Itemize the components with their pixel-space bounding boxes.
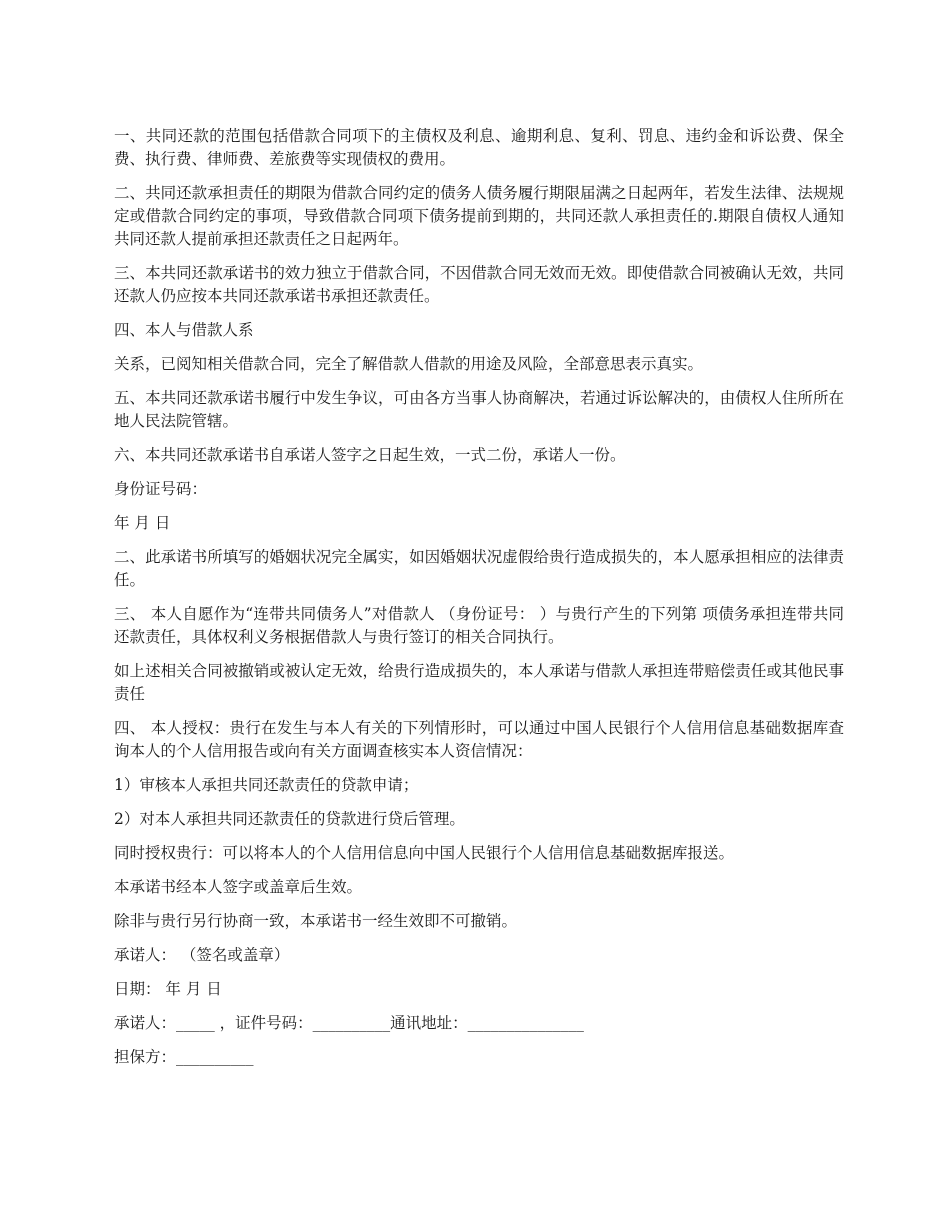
document-body (114, 125, 844, 1080)
promisor-signature-line: 承诺人： （签名或盖章） (114, 946, 290, 964)
clause-relationship-statement: 关系，已阅知相关借款合同，完全了解借款人借款的用途及风险，全部意思表示真实。 (114, 355, 704, 373)
date-line: 年 月 日 (114, 514, 171, 532)
clause-signature-effect: 本承诺书经本人签字或盖章后生效。 (114, 878, 363, 896)
guarantor-line: 担保方：__________ (114, 1048, 254, 1066)
signature-date-line: 日期： 年 月 日 (114, 980, 222, 998)
clause-authorization: 四、 本人授权：贵行在发生与本人有关的下列情形时，可以通过中国人民银行个人信用信息基础数据库查询本人的个人信用报告或向有关方面调查核实本人资信情况： (114, 719, 844, 760)
clause-joint-debtor: 三、 本人自愿作为“连带共同债务人”对借款人 （身份证号： ）与贵行产生的下列第 项债务承担连带共同还款责任，具体权利义务根据借款人与贵行签订的相关合同执行。 (114, 605, 844, 646)
clause-irrevocable: 除非与贵行另行协商一致，本承诺书一经生效即不可撤销。 (114, 912, 518, 930)
clause-dispute-resolution: 五、本共同还款承诺书履行中发生争议，可由各方当事人协商解决，若通过诉讼解决的，由债权人住所所在地人民法院管辖。 (114, 389, 844, 430)
id-number-line: 身份证号码： (114, 480, 208, 498)
promisor-details-line: 承诺人：_____ ，证件号码：__________通讯地址：_______________ (114, 1014, 584, 1032)
clause-credit-report-submission: 同时授权贵行：可以将本人的个人信用信息向中国人民银行个人信用信息基础数据库报送。 (114, 844, 735, 862)
clause-liability-period: 二、共同还款承担责任的期限为借款合同约定的债务人债务履行期限届满之日起两年，若发生法律、法规规定或借款合同约定的事项，导致借款合同项下债务提前到期的，共同还款人承担责任的.期限自债权人通知共同还款人提前承担还款责任之日起两年。 (114, 184, 844, 248)
clause-marital-status: 二、此承诺书所填写的婚姻状况完全属实，如因婚姻状况虚假给贵行造成损失的，本人愿承担相应的法律责任。 (114, 548, 844, 589)
clause-relationship-heading: 四、本人与借款人系 (114, 321, 254, 339)
clause-repayment-scope: 一、共同还款的范围包括借款合同项下的主债权及利息、逾期利息、复利、罚息、违约金和诉讼费、保全费、执行费、律师费、差旅费等实现债权的费用。 (114, 127, 844, 168)
clause-contract-void: 如上述相关合同被撤销或被认定无效，给贵行造成损失的，本人承诺与借款人承担连带赔偿责任或其他民事责任 (114, 662, 844, 703)
clause-effectiveness: 六、本共同还款承诺书自承诺人签字之日起生效，一式二份，承诺人一份。 (114, 446, 626, 464)
clause-independent-validity: 三、本共同还款承诺书的效力独立于借款合同，不因借款合同无效而无效。即使借款合同被确认无效，共同还款人仍应按本共同还款承诺书承担还款责任。 (114, 264, 844, 305)
authorization-item-2: 2）对本人承担共同还款责任的贷款进行贷后管理。 (114, 810, 465, 828)
authorization-item-1: 1）审核本人承担共同还款责任的贷款申请； (114, 776, 419, 794)
